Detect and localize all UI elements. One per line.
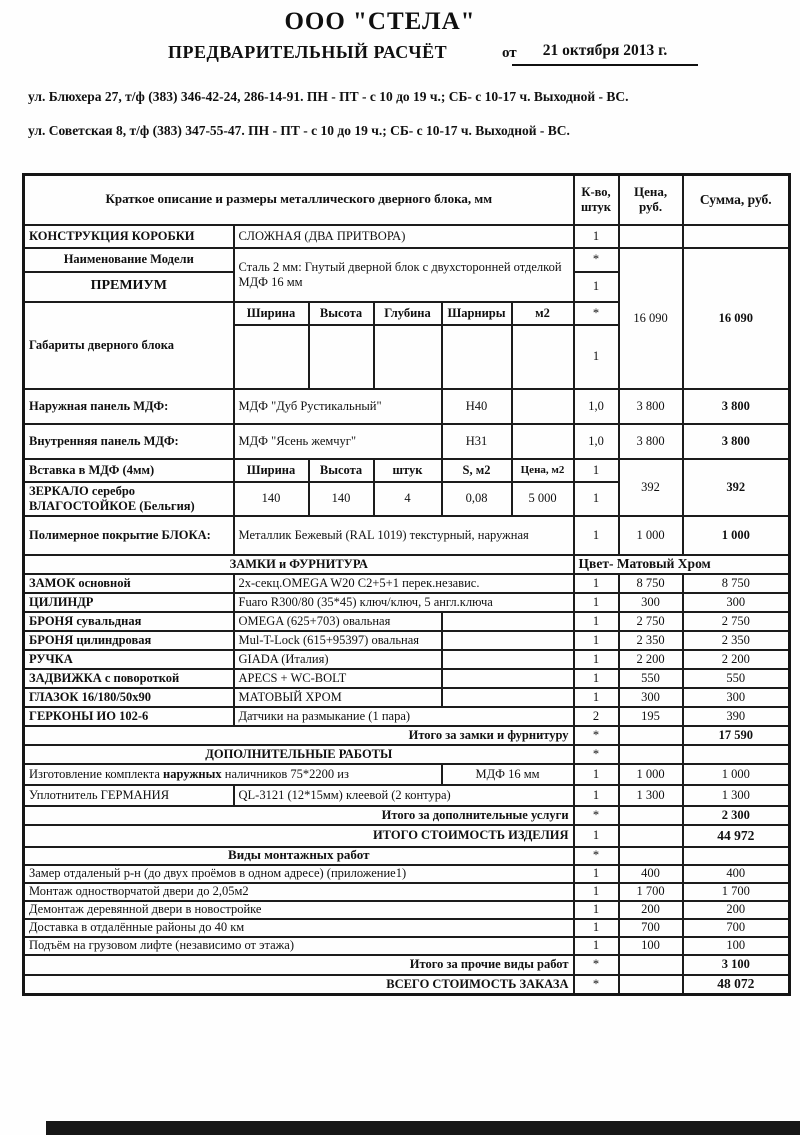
cell-total-label: ИТОГО СТОИМОСТЬ ИЗДЕЛИЯ	[24, 825, 574, 847]
cell-sum: 1 000	[683, 764, 790, 785]
cell-qty: 2	[574, 707, 619, 726]
cell-price	[619, 975, 683, 995]
cell-code: Н40	[442, 389, 512, 424]
col-pieces: штук	[374, 459, 442, 482]
col-width: Ширина	[234, 302, 309, 325]
cell-qty: 1,0	[574, 424, 619, 459]
cell-mirror-height: 140	[309, 482, 374, 516]
row-cylinder	[24, 593, 790, 612]
cell-label: ЗАМОК основной	[24, 574, 234, 593]
cell-sum: 3 100	[683, 955, 790, 975]
section-title-locks: ЗАМКИ и ФУРНИТУРА	[24, 555, 574, 574]
locks-color-note: Цвет- Матовый Хром	[574, 555, 790, 574]
cell-qty: 1	[574, 272, 619, 302]
cell-price	[619, 825, 683, 847]
cell-empty	[512, 424, 574, 459]
cell-price: 1 700	[619, 883, 683, 901]
cell-empty	[442, 669, 574, 688]
cell-insert-label: Вставка в МДФ (4мм)	[24, 459, 234, 482]
col-m2: м2	[512, 302, 574, 325]
cell-qty: *	[574, 745, 619, 764]
row-install-lift	[24, 937, 790, 955]
cell-price: 700	[619, 919, 683, 937]
row-peephole	[24, 688, 790, 707]
cell-value: Металлик Бежевый (RAL 1019) текстурный, наружная	[234, 516, 574, 555]
label-part-pre: Изготовление комплекта	[29, 766, 164, 781]
cell-label: Демонтаж деревянной двери в новостройке	[24, 901, 574, 919]
cell-qty: *	[574, 302, 619, 325]
cell-label: КОНСТРУКЦИЯ КОРОБКИ	[24, 225, 234, 248]
row-grand-total	[24, 975, 790, 995]
cell-mirror-width: 140	[234, 482, 309, 516]
cell-label: ГЕРКОНЫ ИО 102-6	[24, 707, 234, 726]
cell-model-label: Наименование Модели	[24, 248, 234, 272]
col-depth: Глубина	[374, 302, 442, 325]
cell-dim-width	[234, 325, 309, 389]
cell-price: 300	[619, 688, 683, 707]
cell-label: Наружная панель МДФ:	[24, 389, 234, 424]
cell-price: 1 000	[619, 764, 683, 785]
cell-qty: 1	[574, 225, 619, 248]
cell-value: QL-3121 (12*15мм) клеевой (2 контура)	[234, 785, 574, 806]
cell-sum: 44 972	[683, 825, 790, 847]
cell-label: БРОНЯ сувальдная	[24, 612, 234, 631]
cell-total-label: Итого за замки и фурнитуру	[24, 726, 574, 745]
cell-value: Mul-T-Lock (615+95397) овальная	[234, 631, 442, 650]
cell-value: 2х-секц.OMEGA W20 C2+5+1 перек.независ.	[234, 574, 574, 593]
cell-qty: 1	[574, 593, 619, 612]
cell-price: 2 750	[619, 612, 683, 631]
header-sum: Сумма, руб.	[683, 175, 790, 225]
cell-label: ЗЕРКАЛО серебро ВЛАГОСТОЙКОЕ (Бельгия)	[24, 482, 234, 516]
cell-qty: 1	[574, 785, 619, 806]
document-title: ПРЕДВАРИТЕЛЬНЫЙ РАСЧЁТ	[168, 42, 448, 62]
cell-qty: 1	[574, 825, 619, 847]
cell-label: Внутренняя панель МДФ:	[24, 424, 234, 459]
row-armor-cylinder	[24, 631, 790, 650]
cell-label: ЦИЛИНДР	[24, 593, 234, 612]
cell-qty: 1	[574, 482, 619, 516]
col-price-m2: Цена, м2	[512, 459, 574, 482]
section-title-extra: ДОПОЛНИТЕЛЬНЫЕ РАБОТЫ	[24, 745, 574, 764]
cell-label: Доставка в отдалённые районы до 40 км	[24, 919, 574, 937]
cell-qty: 1,0	[574, 389, 619, 424]
label-part-bold: наружных	[163, 766, 222, 781]
cell-dims-label: Габариты дверного блока	[24, 302, 234, 389]
cell-price	[619, 847, 683, 865]
cell-label: Замер отдаленый р-н (до двух проёмов в одном адресе) (приложение1)	[24, 865, 574, 883]
cell-qty: 1	[574, 574, 619, 593]
cell-value: Датчики на размыкание (1 пара)	[234, 707, 574, 726]
cell-price-merged: 16 090	[619, 248, 683, 389]
cell-qty: 1	[574, 883, 619, 901]
cell-empty	[442, 688, 574, 707]
cell-sum: 300	[683, 593, 790, 612]
cell-sum: 17 590	[683, 726, 790, 745]
cell-price	[619, 225, 683, 248]
cell-value: МДФ "Дуб Рустикальный"	[234, 389, 442, 424]
cell-qty: 1	[574, 865, 619, 883]
cell-sum: 48 072	[683, 975, 790, 995]
cell-price: 1 000	[619, 516, 683, 555]
cell-label: РУЧКА	[24, 650, 234, 669]
cell-total-label: Итого за дополнительные услуги	[24, 806, 574, 825]
cell-label: ЗАДВИЖКА с повороткой	[24, 669, 234, 688]
row-handle	[24, 650, 790, 669]
cell-sum: 8 750	[683, 574, 790, 593]
cell-sum	[683, 225, 790, 248]
cell-sum	[683, 847, 790, 865]
cell-sum: 390	[683, 707, 790, 726]
cell-mirror-area: 0,08	[442, 482, 512, 516]
col-height: Высота	[309, 459, 374, 482]
cell-qty: 1	[574, 669, 619, 688]
col-width: Ширина	[234, 459, 309, 482]
cell-qty: 1	[574, 919, 619, 937]
cell-price: 3 800	[619, 424, 683, 459]
cell-price: 195	[619, 707, 683, 726]
cell-price: 400	[619, 865, 683, 883]
cell-price-merged: 392	[619, 459, 683, 516]
cell-qty: 1	[574, 650, 619, 669]
cell-price: 200	[619, 901, 683, 919]
cell-qty: *	[574, 975, 619, 995]
row-install-mount	[24, 883, 790, 901]
row-extra-total	[24, 806, 790, 825]
cell-qty: *	[574, 806, 619, 825]
col-s-m2: S, м2	[442, 459, 512, 482]
cell-label: Полимерное покрытие БЛОКА:	[24, 516, 234, 555]
row-latch	[24, 669, 790, 688]
row-extra-platbands	[24, 764, 790, 785]
cell-sum: 100	[683, 937, 790, 955]
row-reed-switches	[24, 707, 790, 726]
table-header-row	[24, 175, 790, 225]
cell-qty: 1	[574, 688, 619, 707]
cell-value: Fuaro R300/80 (35*45) ключ/ключ, 5 англ.ключа	[234, 593, 574, 612]
cell-label	[24, 764, 442, 785]
cell-model-premium: ПРЕМИУМ	[24, 272, 234, 302]
cell-total-label: Итого за прочие виды работ	[24, 955, 574, 975]
cell-mirror-price-m2: 5 000	[512, 482, 574, 516]
cell-value: GIADA (Италия)	[234, 650, 442, 669]
cell-price: 1 300	[619, 785, 683, 806]
cell-sum: 200	[683, 901, 790, 919]
cell-label: Уплотнитель ГЕРМАНИЯ	[24, 785, 234, 806]
cell-qty: 1	[574, 325, 619, 389]
cell-value: МАТОВЫЙ ХРОМ	[234, 688, 442, 707]
row-install-delivery	[24, 919, 790, 937]
cell-qty: 1	[574, 937, 619, 955]
cell-price: 100	[619, 937, 683, 955]
row-lock-main	[24, 574, 790, 593]
cell-sum: 3 800	[683, 389, 790, 424]
cell-sum: 550	[683, 669, 790, 688]
label-part-post: наличников 75*2200 из	[221, 766, 349, 781]
cell-qty: *	[574, 726, 619, 745]
row-armor-suvald	[24, 612, 790, 631]
cell-mirror-pieces: 4	[374, 482, 442, 516]
cell-sum: 700	[683, 919, 790, 937]
scan-artifact-bar	[46, 1121, 800, 1135]
cell-label: Монтаж одностворчатой двери до 2,05м2	[24, 883, 574, 901]
cell-qty: 1	[574, 516, 619, 555]
cell-price: 3 800	[619, 389, 683, 424]
cell-sum: 2 350	[683, 631, 790, 650]
cell-sum: 2 300	[683, 806, 790, 825]
section-title-install: Виды монтажных работ	[24, 847, 574, 865]
row-outer-panel	[24, 389, 790, 424]
cell-sum: 2 200	[683, 650, 790, 669]
address-line-2: ул. Советская 8, т/ф (383) 347-55-47. ПН - ПТ - с 10 до 19 ч.; СБ- с 10-17 ч. Выходной - ВС.	[28, 123, 570, 138]
col-height: Высота	[309, 302, 374, 325]
cell-value: OMEGA (625+703) овальная	[234, 612, 442, 631]
cell-sum-merged: 16 090	[683, 248, 790, 389]
company-name: ООО "СТЕЛА"	[284, 8, 476, 35]
cell-empty	[442, 612, 574, 631]
cell-dim-hinges	[442, 325, 512, 389]
cell-empty	[442, 650, 574, 669]
cell-price: 300	[619, 593, 683, 612]
row-extra-seal	[24, 785, 790, 806]
row-product-total	[24, 825, 790, 847]
cell-price	[619, 806, 683, 825]
row-model-name	[24, 248, 790, 272]
cell-price	[619, 745, 683, 764]
cell-sum: 1 000	[683, 516, 790, 555]
cell-dim-depth	[374, 325, 442, 389]
header-qty: К-во, штук	[574, 175, 619, 225]
cell-sum: 400	[683, 865, 790, 883]
cell-price: 2 350	[619, 631, 683, 650]
cell-qty: *	[574, 847, 619, 865]
header-price: Цена, руб.	[619, 175, 683, 225]
cell-sum: 1 300	[683, 785, 790, 806]
cell-price: 2 200	[619, 650, 683, 669]
cell-price	[619, 726, 683, 745]
cell-empty	[442, 631, 574, 650]
cell-total-label: ВСЕГО СТОИМОСТЬ ЗАКАЗА	[24, 975, 574, 995]
cell-label: БРОНЯ цилиндровая	[24, 631, 234, 650]
row-locks-section	[24, 555, 790, 574]
col-hinges: Шарниры	[442, 302, 512, 325]
row-box-construction	[24, 225, 790, 248]
row-extra-section	[24, 745, 790, 764]
pricing-table	[22, 173, 791, 996]
row-install-measure	[24, 865, 790, 883]
cell-qty: *	[574, 955, 619, 975]
row-inner-panel	[24, 424, 790, 459]
cell-dim-m2	[512, 325, 574, 389]
cell-sum: 1 700	[683, 883, 790, 901]
address-line-1: ул. Блюхера 27, т/ф (383) 346-42-24, 286-14-91. ПН - ПТ - с 10 до 19 ч.; СБ- с 10-17 ч. Выходной - ВС.	[28, 89, 629, 104]
cell-value: МДФ 16 мм	[442, 764, 574, 785]
cell-qty: 1	[574, 764, 619, 785]
cell-code: Н31	[442, 424, 512, 459]
cell-price: 550	[619, 669, 683, 688]
cell-qty: *	[574, 248, 619, 272]
row-coating	[24, 516, 790, 555]
cell-qty: 1	[574, 631, 619, 650]
cell-sum: 3 800	[683, 424, 790, 459]
date-from-label: от	[502, 45, 517, 61]
cell-value: СЛОЖНАЯ (ДВА ПРИТВОРА)	[234, 225, 574, 248]
cell-model-value: Сталь 2 мм: Гнутый дверной блок с двухсторонней отделкой МДФ 16 мм	[234, 248, 574, 302]
cell-sum: 2 750	[683, 612, 790, 631]
cell-value: МДФ "Ясень жемчуг"	[234, 424, 442, 459]
row-install-section	[24, 847, 790, 865]
cell-qty: 1	[574, 901, 619, 919]
cell-price	[619, 955, 683, 975]
cell-empty	[512, 389, 574, 424]
cell-dim-height	[309, 325, 374, 389]
cell-sum	[683, 745, 790, 764]
cell-label: ГЛАЗОК 16/180/50х90	[24, 688, 234, 707]
header-description: Краткое описание и размеры металлического дверного блока, мм	[24, 175, 574, 225]
cell-sum: 300	[683, 688, 790, 707]
cell-label: Подъём на грузовом лифте (независимо от этажа)	[24, 937, 574, 955]
document-date: 21 октября 2013 г.	[512, 42, 698, 66]
cell-qty: 1	[574, 459, 619, 482]
row-locks-total	[24, 726, 790, 745]
row-insert-header	[24, 459, 790, 482]
cell-value: APECS + WC-BOLT	[234, 669, 442, 688]
cell-qty: 1	[574, 612, 619, 631]
row-install-total	[24, 955, 790, 975]
cell-price: 8 750	[619, 574, 683, 593]
row-install-dismantle	[24, 901, 790, 919]
cell-sum-merged: 392	[683, 459, 790, 516]
